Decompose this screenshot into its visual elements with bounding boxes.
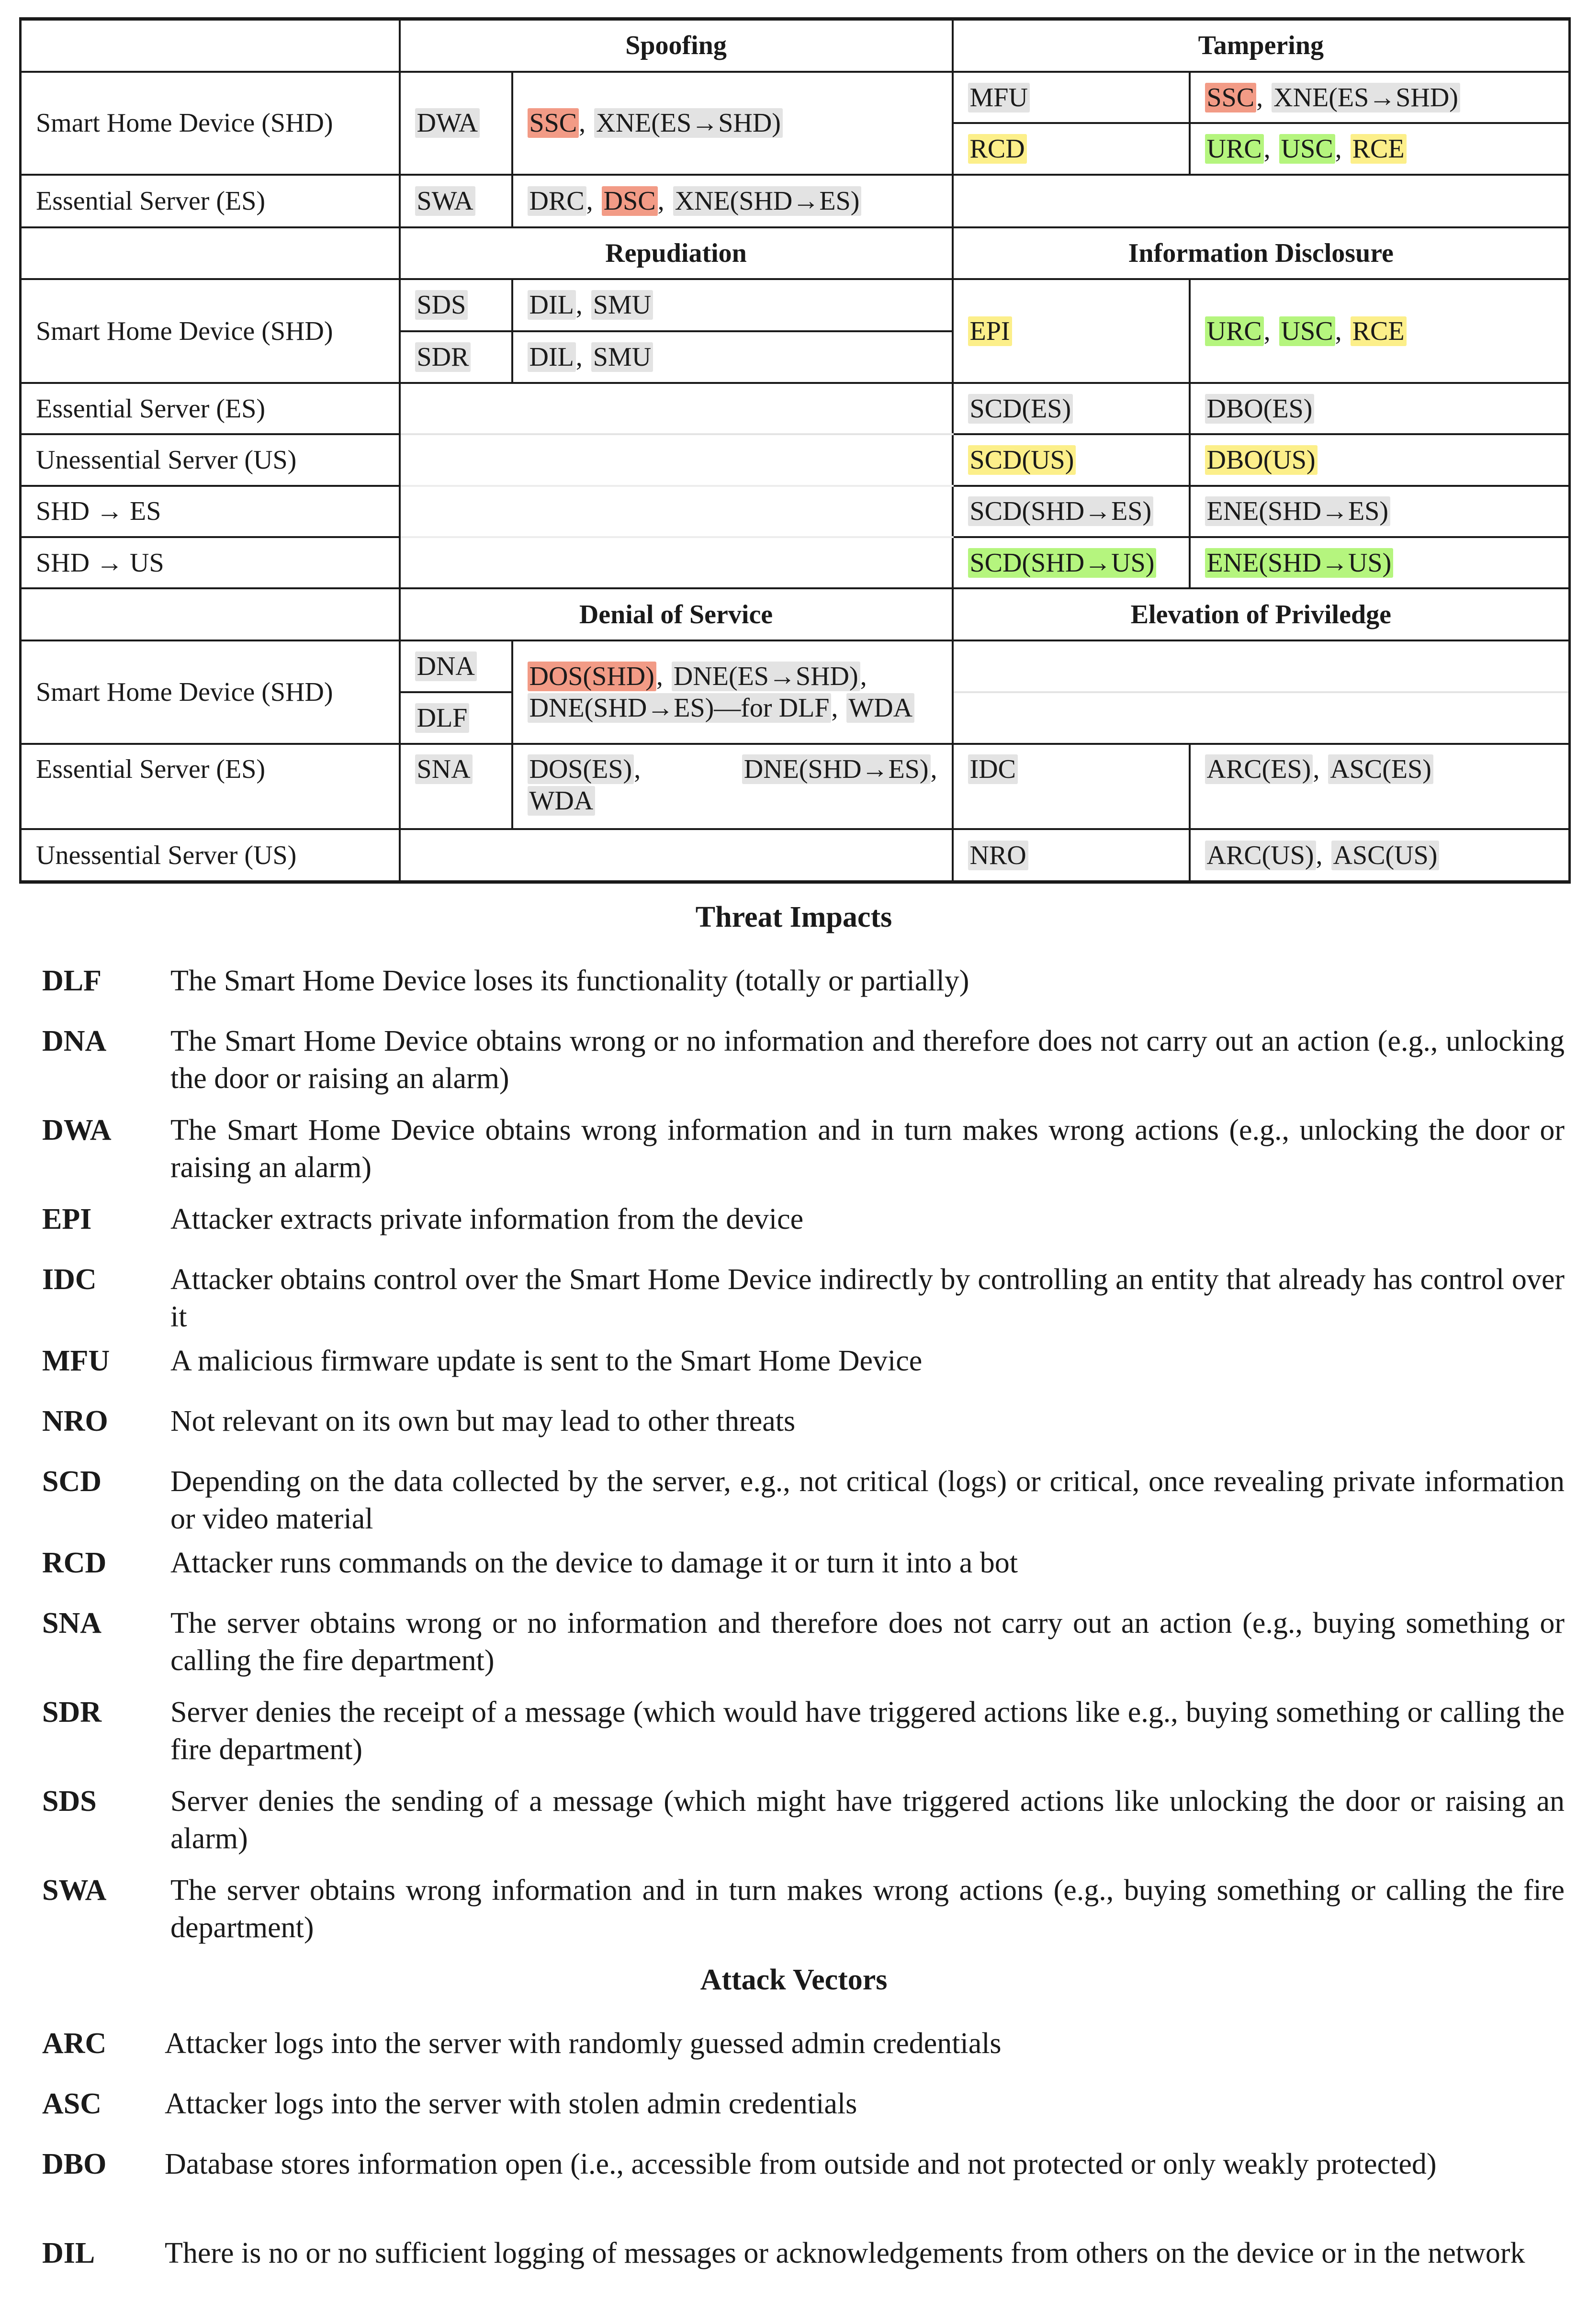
repudiation-sds-impact bbox=[400, 279, 512, 331]
definition-abbr: SNA bbox=[42, 1607, 102, 1639]
definition-text: Server denies the receipt of a message (which would have triggered actions like e.g., buying something or calling the fire department) bbox=[170, 1696, 1565, 1766]
definition-abbr: EPI bbox=[42, 1203, 92, 1235]
spoofing-shd-impact bbox=[400, 72, 512, 175]
definition-text: The Smart Home Device obtains wrong information and in turn makes wrong actions (e.g., unlocking the door or raising an alarm) bbox=[170, 1114, 1565, 1184]
impact-token: NRO bbox=[968, 841, 1028, 870]
row-label-shd: Smart Home Device (SHD) bbox=[21, 72, 400, 175]
definition-text: Attacker extracts private information from the device bbox=[170, 1203, 804, 1235]
vector-token: DRC bbox=[528, 186, 586, 216]
vector-token: SMU bbox=[591, 342, 653, 372]
definition-item bbox=[42, 1544, 1565, 1582]
definition-item bbox=[42, 1022, 1565, 1097]
info-shd-es-vector bbox=[1190, 486, 1570, 537]
repudiation-sds-vectors: DIL, SMU bbox=[512, 279, 953, 331]
row-label-us: Unessential Server (US) bbox=[21, 434, 400, 485]
definition-text: Not relevant on its own but may lead to other threats bbox=[170, 1405, 796, 1437]
definition-abbr: RCD bbox=[42, 1547, 107, 1579]
impact-token: SCD(US) bbox=[968, 445, 1076, 475]
vector-token: DNE(SHD→ES)—for DLF bbox=[528, 693, 832, 723]
elevation-us-vectors: ARC(US), ASC(US) bbox=[1190, 829, 1570, 882]
definition-abbr: IDC bbox=[42, 1263, 97, 1296]
spoofing-es-impact bbox=[400, 175, 512, 227]
row-label-es: Essential Server (ES) bbox=[21, 744, 400, 829]
header-elevation-of-privilege: Elevation of Priviledge bbox=[953, 588, 1570, 640]
definition-abbr: ARC bbox=[42, 2027, 107, 2060]
definition-item bbox=[42, 2145, 1565, 2183]
impact-token: DLF bbox=[415, 703, 470, 733]
vector-token: ARC(ES) bbox=[1205, 754, 1313, 784]
header-denial-of-service: Denial of Service bbox=[400, 588, 953, 640]
impact-token: SCD(SHD→ES) bbox=[968, 496, 1154, 526]
elevation-es-impact bbox=[953, 744, 1190, 829]
row-label-shd: Smart Home Device (SHD) bbox=[21, 640, 400, 744]
vector-token: ASC(US) bbox=[1331, 841, 1440, 870]
repudiation-empty bbox=[400, 383, 953, 434]
dos-shd-vectors: DOS(SHD), DNE(ES→SHD), DNE(SHD→ES)—for DLF, WDA bbox=[512, 640, 953, 744]
definition-text: Attacker runs commands on the device to damage it or turn it into a bot bbox=[170, 1547, 1018, 1579]
definition-abbr: SCD bbox=[42, 1465, 102, 1498]
vector-token: RCE bbox=[1351, 316, 1407, 346]
definition-item bbox=[42, 1111, 1565, 1186]
repudiation-empty bbox=[400, 537, 953, 588]
impact-token: MFU bbox=[968, 83, 1030, 112]
vector-token: XNE(ES→SHD) bbox=[1272, 83, 1460, 112]
tampering-es-empty bbox=[953, 175, 1570, 227]
definition-abbr: DBO bbox=[42, 2148, 107, 2180]
vector-token: ENE(SHD→US) bbox=[1205, 548, 1394, 578]
vector-token: ARC(US) bbox=[1205, 841, 1316, 870]
definition-text: Attacker logs into the server with randomly guessed admin credentials bbox=[165, 2027, 1002, 2060]
vector-token: WDA bbox=[846, 693, 914, 723]
vector-token: XNE(SHD→ES) bbox=[673, 186, 862, 216]
elevation-us-impact bbox=[953, 829, 1190, 882]
tampering-row2-impact bbox=[953, 123, 1190, 174]
header-blank bbox=[21, 227, 400, 279]
header-blank bbox=[21, 19, 400, 72]
impact-token: SDS bbox=[415, 290, 468, 320]
header-blank bbox=[21, 588, 400, 640]
vector-token: DIL bbox=[528, 342, 576, 372]
dos-es-vectors: DOS(ES), DNE(SHD→ES), WDA bbox=[512, 744, 953, 829]
definition-item bbox=[42, 2085, 1565, 2122]
definition-item bbox=[42, 1201, 1565, 1238]
vector-token: DSC bbox=[602, 186, 658, 216]
info-es-vector bbox=[1190, 383, 1570, 434]
spoofing-shd-vectors: SSC, XNE(ES→SHD) bbox=[512, 72, 953, 175]
definition-item bbox=[42, 962, 1565, 999]
repudiation-sdr-impact bbox=[400, 331, 512, 383]
definition-text: The Smart Home Device obtains wrong or no information and therefore does not carry out an action (e.g., unlocking the door or raising an alarm) bbox=[170, 1025, 1565, 1095]
definition-item bbox=[42, 1872, 1565, 1946]
definition-item bbox=[42, 1342, 1565, 1380]
vector-token: XNE(ES→SHD) bbox=[594, 108, 783, 138]
row-label-es: Essential Server (ES) bbox=[21, 383, 400, 434]
row-label-us: Unessential Server (US) bbox=[21, 829, 400, 882]
impact-token: DWA bbox=[415, 108, 480, 138]
vector-token: DNE(ES→SHD) bbox=[672, 662, 860, 691]
impact-token: SNA bbox=[415, 754, 473, 784]
definition-text: A malicious firmware update is sent to the Smart Home Device bbox=[170, 1345, 923, 1377]
elevation-shd-empty bbox=[953, 640, 1570, 692]
vector-token: RCE bbox=[1351, 134, 1407, 164]
definition-abbr: SWA bbox=[42, 1874, 107, 1907]
dos-es-impact bbox=[400, 744, 512, 829]
dos-shd-impact-dlf bbox=[400, 692, 512, 744]
dos-shd-impact-dna bbox=[400, 640, 512, 692]
definition-item bbox=[42, 2025, 1565, 2062]
info-us-impact bbox=[953, 434, 1190, 485]
info-us-vector bbox=[1190, 434, 1570, 485]
vector-token: DNE(SHD→ES) bbox=[742, 754, 931, 784]
info-shd-us-impact bbox=[953, 537, 1190, 588]
definition-text: Server denies the sending of a message (which might have triggered actions like unlocking the door or raising an alarm) bbox=[170, 1785, 1565, 1855]
vector-token: SSC bbox=[528, 108, 579, 138]
vector-token: SMU bbox=[591, 290, 653, 320]
impact-token: SCD(ES) bbox=[968, 394, 1073, 424]
definition-text: The server obtains wrong information and in turn makes wrong actions (e.g., buying something or calling the fire department) bbox=[170, 1874, 1565, 1944]
definition-abbr: DNA bbox=[42, 1025, 107, 1057]
info-es-impact bbox=[953, 383, 1190, 434]
definition-abbr: DIL bbox=[42, 2237, 95, 2269]
impact-token: SWA bbox=[415, 186, 475, 216]
elevation-shd-empty bbox=[953, 692, 1570, 744]
tampering-row2-vectors: URC, USC, RCE bbox=[1190, 123, 1570, 174]
definition-item bbox=[42, 2234, 1565, 2272]
tampering-row1-impact bbox=[953, 72, 1190, 123]
definition-text: Database stores information open (i.e., accessible from outside and not protected or only weakly protected) bbox=[165, 2148, 1437, 2180]
header-information-disclosure: Information Disclosure bbox=[953, 227, 1570, 279]
definition-text: The server obtains wrong or no information and therefore does not carry out an action (e.g., buying something or calling the fire department) bbox=[170, 1607, 1565, 1677]
info-shd-impact bbox=[953, 279, 1190, 383]
impact-token: SDR bbox=[415, 342, 471, 372]
definition-text: Attacker logs into the server with stolen admin credentials bbox=[165, 2088, 857, 2120]
info-shd-vectors: URC, USC, RCE bbox=[1190, 279, 1570, 383]
definition-item bbox=[42, 1783, 1565, 1857]
repudiation-empty bbox=[400, 486, 953, 537]
definition-item bbox=[42, 1694, 1565, 1768]
definition-text: The Smart Home Device loses its functionality (totally or partially) bbox=[170, 965, 969, 997]
vector-token: DBO(ES) bbox=[1205, 394, 1315, 424]
vector-token: ASC(ES) bbox=[1328, 754, 1433, 784]
vector-token: URC bbox=[1205, 134, 1264, 164]
definition-item bbox=[42, 1261, 1565, 1336]
threat-matrix-table bbox=[19, 17, 1571, 884]
definition-abbr: SDS bbox=[42, 1785, 97, 1818]
repudiation-sdr-vectors: DIL, SMU bbox=[512, 331, 953, 383]
threat-impacts-title: Threat Impacts bbox=[695, 901, 892, 933]
impact-token: SCD(SHD→US) bbox=[968, 548, 1157, 578]
definition-text: There is no or no sufficient logging of messages or acknowledgements from others on the device or in the network bbox=[165, 2237, 1525, 2269]
elevation-es-vectors: ARC(ES), ASC(ES) bbox=[1190, 744, 1570, 829]
tampering-row1-vectors: SSC, XNE(ES→SHD) bbox=[1190, 72, 1570, 123]
row-label-es: Essential Server (ES) bbox=[21, 175, 400, 227]
definition-abbr: DLF bbox=[42, 965, 101, 997]
definition-text: Attacker obtains control over the Smart Home Device indirectly by controlling an entity that already has control over it bbox=[170, 1263, 1565, 1333]
header-repudiation: Repudiation bbox=[400, 227, 953, 279]
definition-item bbox=[42, 1463, 1565, 1538]
definition-item bbox=[42, 1605, 1565, 1679]
row-label-shd-to-us: SHD → US bbox=[21, 537, 400, 588]
definition-abbr: NRO bbox=[42, 1405, 108, 1437]
header-tampering: Tampering bbox=[953, 19, 1570, 72]
vector-token: DIL bbox=[528, 290, 576, 320]
row-label-shd: Smart Home Device (SHD) bbox=[21, 279, 400, 383]
definition-abbr: SDR bbox=[42, 1696, 102, 1729]
definition-abbr: DWA bbox=[42, 1114, 112, 1146]
impact-token: EPI bbox=[968, 316, 1012, 346]
impact-token: RCD bbox=[968, 134, 1027, 164]
attack-vectors-title: Attack Vectors bbox=[700, 1964, 888, 1996]
impact-token: DNA bbox=[415, 651, 477, 681]
vector-token: ENE(SHD→ES) bbox=[1205, 496, 1391, 526]
info-shd-us-vector bbox=[1190, 537, 1570, 588]
info-shd-es-impact bbox=[953, 486, 1190, 537]
vector-token: WDA bbox=[528, 786, 596, 816]
vector-token: DBO(US) bbox=[1205, 445, 1318, 475]
row-label-shd-to-es: SHD → ES bbox=[21, 486, 400, 537]
vector-token: USC bbox=[1279, 316, 1335, 346]
dos-us-empty bbox=[400, 829, 953, 882]
vector-token: DOS(SHD) bbox=[528, 662, 656, 691]
vector-token: USC bbox=[1279, 134, 1335, 164]
vector-token: URC bbox=[1205, 316, 1264, 346]
definition-abbr: MFU bbox=[42, 1345, 110, 1377]
spoofing-es-vectors: DRC, DSC, XNE(SHD→ES) bbox=[512, 175, 953, 227]
definition-text: Depending on the data collected by the server, e.g., not critical (logs) or critical, once revealing private information or video material bbox=[170, 1465, 1565, 1535]
impact-token: IDC bbox=[968, 754, 1018, 784]
definition-abbr: ASC bbox=[42, 2088, 102, 2120]
repudiation-empty bbox=[400, 434, 953, 485]
vector-token: SSC bbox=[1205, 83, 1257, 112]
vector-token: DOS(ES) bbox=[528, 754, 634, 784]
header-spoofing: Spoofing bbox=[400, 19, 953, 72]
definition-item bbox=[42, 1403, 1565, 1440]
